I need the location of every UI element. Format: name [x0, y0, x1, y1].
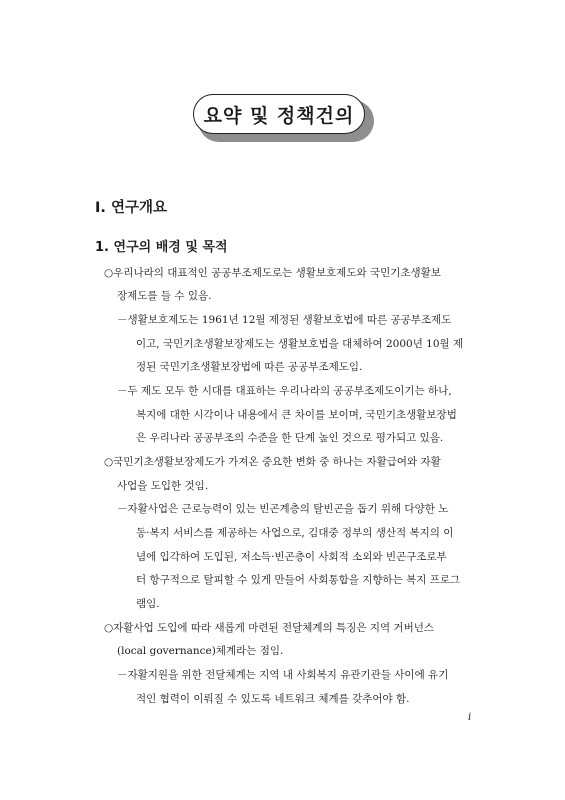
dash-line: －자활지원을 위한 전달체계는 지역 내 사회복지 유관기관들 사이에 유기	[117, 669, 449, 681]
dash-line: －자활사업은 근로능력이 있는 빈곤계층의 탈빈곤을 돕기 위해 다양한 노	[117, 503, 449, 515]
subsection-heading: 1. 연구의 배경 및 목적	[95, 240, 228, 255]
title-banner	[193, 94, 375, 144]
page-title: 요약 및 정책건의	[193, 94, 365, 134]
text-line: 은 우리나라 공공부조의 수준을 한 단계 높인 것으로 평가되고 있음.	[136, 432, 444, 444]
bullet-line: ○우리나라의 대표적인 공공부조제도로는 생활보호제도와 국민기초생활보	[104, 267, 441, 279]
text-line: 램임.	[136, 598, 160, 610]
text-line: 동·복지 서비스를 제공하는 사업으로, 김대중 정부의 생산적 복지의 이	[136, 527, 454, 539]
text-line: 이고, 국민기초생활보장제도는 생활보호법을 대체하여 2000년 10월 제	[136, 338, 464, 350]
text-line: 터 항구적으로 탈피할 수 있게 만들어 사회통합을 지향하는 복지 프로그	[136, 574, 461, 586]
text-line: 념에 입각하여 도입된, 저소득·빈곤층이 사회적 소외와 빈곤구조로부	[136, 551, 447, 563]
text-line: 장제도를 들 수 있음.	[117, 290, 212, 302]
dash-line: －두 제도 모두 한 시대를 대표하는 우리나라의 공공부조제도이기는 하나,	[117, 385, 452, 397]
section-heading: Ⅰ. 연구개요	[95, 200, 167, 216]
dash-line: －생활보호제도는 1961년 12월 제정된 생활보호법에 따른 공공부조제도	[117, 314, 452, 326]
bullet-line: ○국민기초생활보장제도가 가져온 중요한 변화 중 하나는 자활급여와 자활	[104, 456, 441, 468]
bullet-line: ○자활사업 도입에 따라 새롭게 마련된 전달체계의 특징은 지역 거버넌스	[104, 622, 435, 634]
text-line: 복지에 대한 시각이나 내용에서 큰 차이를 보이며, 국민기초생활보장법	[136, 409, 457, 421]
text-line: (local governance)체계라는 점임.	[117, 645, 284, 657]
text-line: 정된 국민기초생활보장법에 따른 공공부조제도임.	[136, 361, 363, 373]
text-line: 사업을 도입한 것임.	[117, 480, 209, 492]
text-line: 적인 협력이 이뤄질 수 있도록 네트워크 체계를 갖추어야 함.	[136, 693, 410, 705]
page-number: i	[468, 712, 472, 723]
